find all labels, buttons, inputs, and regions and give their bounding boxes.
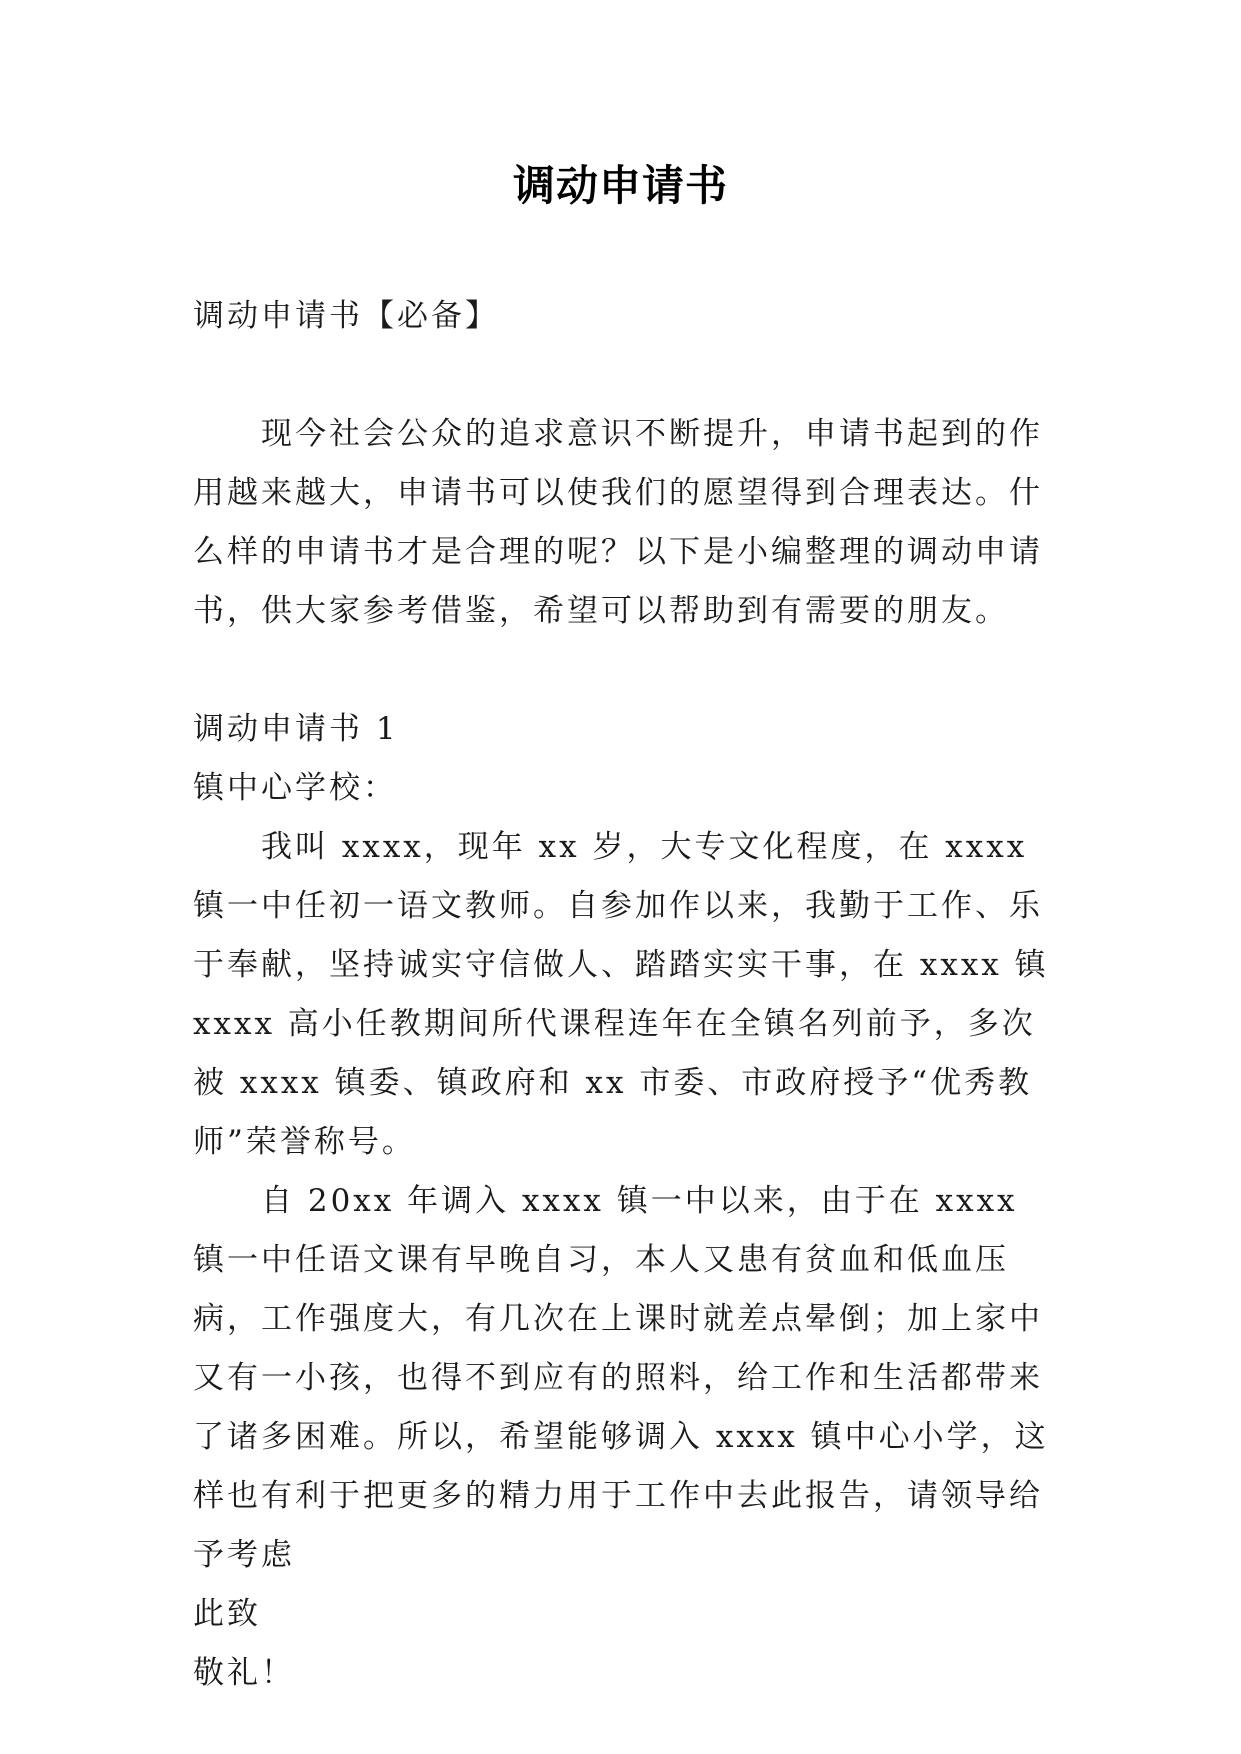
section-heading: 调动申请书 1 (193, 711, 399, 747)
closing-line-2: 敬礼！ (193, 1655, 295, 1691)
document-subtitle: 调动申请书【必备】 (193, 298, 499, 334)
document-body (193, 287, 1055, 1703)
document-title: 调动申请书 (512, 161, 728, 210)
intro-paragraph: 现今社会公众的追求意识不断提升，申请书起到的作用越来越大，申请书可以使我们的愿望得到合理表达。什么样的申请书才是合理的呢？以下是小编整理的调动申请书，供大家参考借鉴，希望可以帮助到有需要的朋友。 (193, 416, 1043, 629)
body-paragraph-2: 自 20xx 年调入 xxxx 镇一中以来，由于在 xxxx 镇一中任语文课有早晚自习，本人又患有贫血和低血压病，工作强度大，有几次在上课时就差点晕倒；加上家中又有一小孩，也得不到应有的照料，给工作和生活都带来了诸多困难。所以，希望能够调入 xxxx 镇中心小学，这样也有利于把更多的精力用于工作中去此报告，请领导给予考虑 (193, 1183, 1049, 1573)
body-paragraph-1: 我叫 xxxx，现年 xx 岁，大专文化程度，在 xxxx 镇一中任初一语文教师。自参加作以来，我勤于工作、乐于奉献，坚持诚实守信做人、踏踏实实干事，在 xxxx 镇 xxxx 高小任教期间所代课程连年在全镇名列前予，多次被 xxxx 镇委、镇政府和 xx 市委、市政府授予“优秀教师”荣誉称号。 (193, 829, 1049, 1160)
salutation: 镇中心学校： (193, 770, 397, 806)
closing-line-1: 此致 (193, 1596, 261, 1632)
